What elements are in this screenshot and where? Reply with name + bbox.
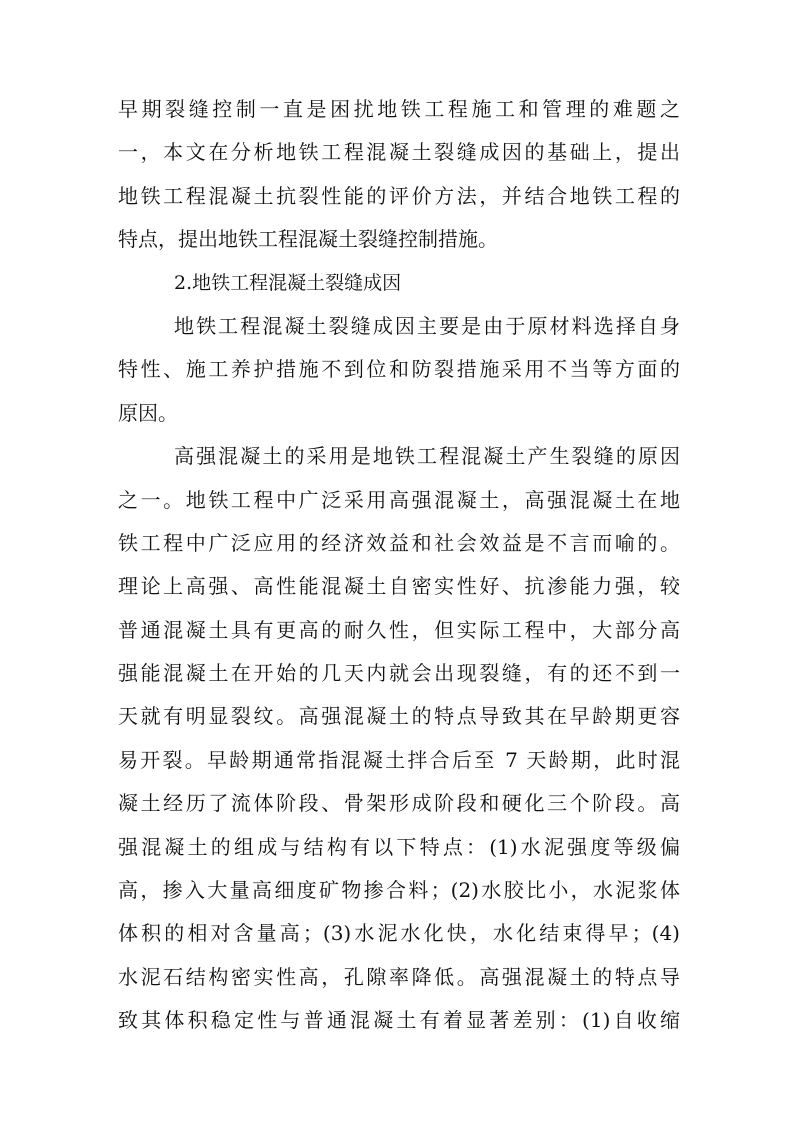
text-line: 易开裂。早龄期通常指混凝土拌合后至 7 天龄期，此时混 bbox=[118, 747, 680, 772]
text-line: 高，掺入大量高细度矿物掺合料；(2)水胶比小，水泥浆体 bbox=[118, 878, 680, 903]
text-line: 理论上高强、高性能混凝土自密实性好、抗渗能力强，较 bbox=[118, 574, 680, 599]
text-line: 铁工程中广泛应用的经济效益和社会效益是不言而喻的。 bbox=[118, 530, 680, 555]
paragraph-intro bbox=[118, 88, 680, 262]
text-line: 之一。地铁工程中广泛采用高强混凝土，高强混凝土在地 bbox=[118, 487, 680, 512]
paragraph-high-strength bbox=[118, 435, 680, 1042]
text-line: 特性、施工养护措施不到位和防裂措施采用不当等方面的 bbox=[118, 357, 680, 382]
text-line: 普通混凝土具有更高的耐久性，但实际工程中，大部分高 bbox=[118, 617, 680, 642]
text-line: 天就有明显裂纹。高强混凝土的特点导致其在早龄期更容 bbox=[118, 704, 680, 729]
text-line: 早期裂缝控制一直是困扰地铁工程施工和管理的难题之 bbox=[118, 97, 680, 121]
text-line: 强混凝土的组成与结构有以下特点：(1)水泥强度等级偏 bbox=[118, 834, 680, 859]
section-heading bbox=[118, 262, 680, 305]
text-line: 凝土经历了流体阶段、骨架形成阶段和硬化三个阶段。高 bbox=[118, 791, 680, 816]
paragraph-causes bbox=[118, 305, 680, 435]
heading-text: 2.地铁工程混凝土裂缝成因 bbox=[174, 271, 402, 294]
text-line: 水泥石结构密实性高，孔隙率降低。高强混凝土的特点导 bbox=[118, 964, 680, 989]
body-text bbox=[118, 88, 680, 1043]
text-line: 地铁工程混凝土裂缝成因主要是由于原材料选择自身 bbox=[174, 313, 680, 338]
text-line: 高强混凝土的采用是地铁工程混凝土产生裂缝的原因 bbox=[174, 444, 680, 469]
text-line: 原因。 bbox=[118, 400, 178, 425]
text-line: 体积的相对含量高；(3)水泥水化快，水化结束得早；(4) bbox=[118, 921, 680, 946]
text-line: 地铁工程混凝土抗裂性能的评价方法，并结合地铁工程的 bbox=[118, 183, 680, 208]
text-line: 一，本文在分析地铁工程混凝土裂缝成因的基础上，提出 bbox=[118, 140, 680, 165]
text-line: 特点，提出地铁工程混凝土裂缝控制措施。 bbox=[118, 227, 498, 252]
text-line: 强能混凝土在开始的几天内就会出现裂缝，有的还不到一 bbox=[118, 661, 680, 686]
text-line: 致其体积稳定性与普通混凝土有着显著差别：(1)自收缩 bbox=[118, 1008, 680, 1033]
